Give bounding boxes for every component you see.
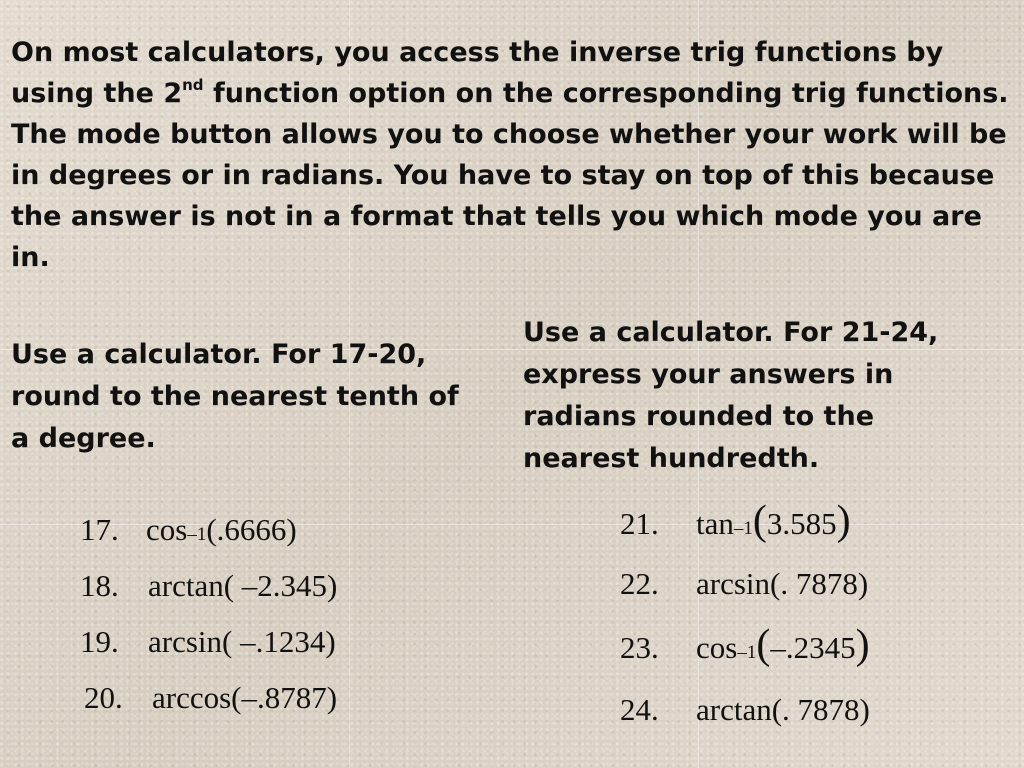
problem-argument: (.6666) bbox=[206, 512, 297, 547]
problem-function: arcsin bbox=[696, 566, 771, 601]
problem-number: 17. bbox=[80, 512, 119, 547]
problem-argument: 3.585 bbox=[766, 506, 837, 541]
problem-21: 21. tan –1 ( 3.585 ) bbox=[620, 498, 851, 544]
problem-argument: ( –2.345) bbox=[223, 568, 338, 603]
intro-text-part2: function option on the corresponding trig functions. The mode button allows you to choose whether your work will be in degrees or in radians. You have to stay on top of this because the answer is not in a format that tells you which mode you are in. bbox=[11, 78, 1009, 273]
problem-argument: (. 7878) bbox=[770, 566, 869, 601]
problem-function: cos bbox=[146, 512, 188, 547]
problem-argument: ( –.1234) bbox=[222, 624, 336, 659]
problem-22 bbox=[620, 566, 868, 602]
intro-text-part1: On most calculators, you access the inverse trig functions by using the 2 bbox=[11, 37, 944, 109]
problem-18 bbox=[80, 568, 337, 604]
problem-number: 20. bbox=[84, 680, 123, 715]
problem-argument: –.2345 bbox=[770, 630, 856, 665]
problem-number: 23. bbox=[620, 630, 659, 665]
problem-function: arcsin bbox=[148, 624, 223, 659]
problem-number: 21. bbox=[620, 506, 659, 541]
problem-function: arctan bbox=[148, 568, 224, 603]
right-instructions: Use a calculator. For 21-24, express your answers in radians rounded to the nearest hundredth. bbox=[523, 317, 939, 474]
problem-function: arccos bbox=[152, 680, 232, 715]
problem-function: arctan bbox=[696, 692, 772, 727]
problem-19 bbox=[80, 624, 336, 660]
problem-20 bbox=[84, 680, 337, 716]
problem-number: 24. bbox=[620, 692, 659, 727]
problem-24 bbox=[620, 692, 870, 728]
problem-argument: (–.8787) bbox=[231, 680, 338, 715]
left-instructions: Use a calculator. For 17-20, round to the nearest tenth of a degree. bbox=[11, 339, 459, 454]
intro-paragraph bbox=[11, 32, 1011, 278]
problem-number: 22. bbox=[620, 566, 659, 601]
problem-number: 18. bbox=[80, 568, 119, 603]
intro-superscript: nd bbox=[182, 76, 204, 94]
problem-argument: (. 7878) bbox=[771, 692, 870, 727]
problem-function: tan bbox=[696, 506, 734, 541]
problem-number: 19. bbox=[80, 624, 119, 659]
problem-function: cos bbox=[696, 630, 738, 665]
problem-17: 17. cos –1 (.6666) bbox=[80, 512, 297, 547]
problem-23: 23. cos –1 ( –.2345 ) bbox=[620, 622, 870, 668]
